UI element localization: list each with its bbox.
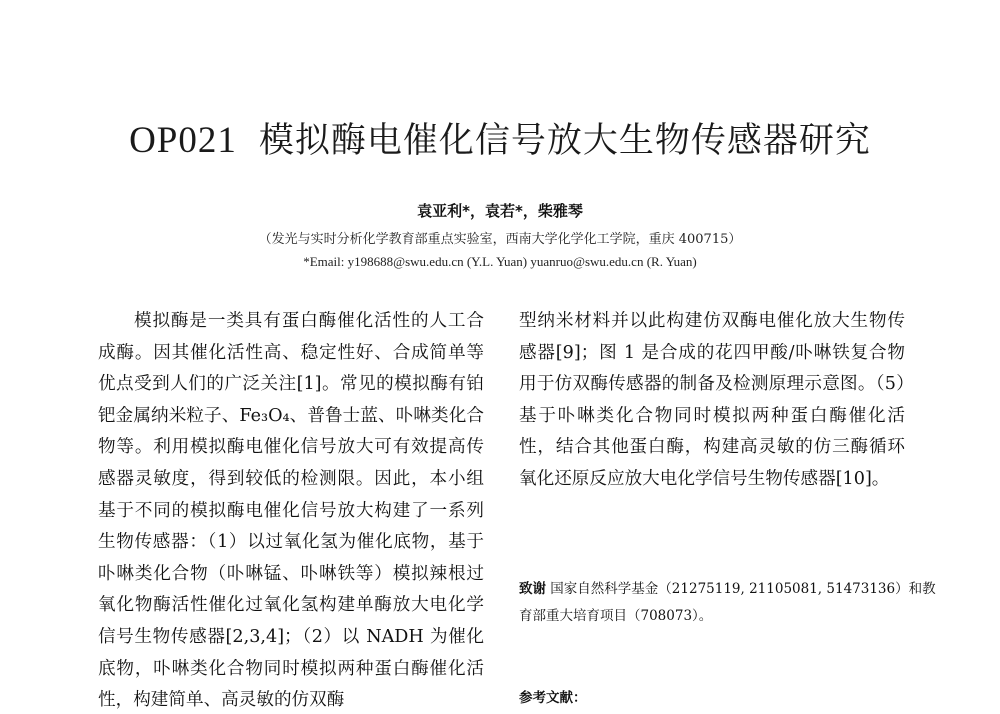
- right-column: [519, 306, 905, 496]
- right-column-text: 型纳米材料并以此构建仿双酶电催化放大生物传感器[9]；图 1 是合成的花四甲酸/卟啉铁复合物用于仿双酶传感器的制备及检测原理示意图。（5）基于卟啉类化合物同时模拟两种蛋白酶催化活性，结合其他蛋白酶，构建高灵敏的仿三酶循环氧化还原反应放大电化学信号生物传感器[10]。: [519, 311, 905, 489]
- left-column-text: 模拟酶是一类具有蛋白酶催化活性的人工合成酶。因其催化活性高、稳定性好、合成简单等优点受到人们的广泛关注[1]。常见的模拟酶有铂钯金属纳米粒子、Fe₃O₄、普鲁士蓝、卟啉类化合物等。利用模拟酶电催化信号放大可有效提高传感器灵敏度，得到较低的检测限。因此，本小组基于不同的模拟酶电催化信号放大构建了一系列生物传感器：（1）以过氧化氢为催化底物，基于卟啉类化合物（卟啉锰、卟啉铁等）模拟辣根过氧化物酶活性催化过氧化氢构建单酶放大电化学信号生物传感器[2,3,4]；（2）以 NADH 为催化底物，卟啉类化合物同时模拟两种蛋白酶催化活性，构建简单、高灵敏的仿双酶: [98, 311, 484, 711]
- paper-title-text: 模拟酶电催化信号放大生物传感器研究: [258, 121, 871, 161]
- left-column: [98, 306, 484, 714]
- paper-title: [0, 118, 1000, 164]
- paper-code: OP021: [129, 120, 237, 161]
- references-heading: 参考文献：: [519, 690, 587, 706]
- acknowledgement-text: 国家自然科学基金（21275119, 21105081, 51473136）和教育部重大培育项目（708073）。: [519, 581, 936, 624]
- authors: 袁亚利*，袁若*，柴雅琴: [417, 202, 583, 220]
- affiliation: （发光与实时分析化学教育部重点实验室，西南大学化学化工学院，重庆 400715）: [258, 232, 742, 247]
- email-line: *Email: y198688@swu.edu.cn (Y.L. Yuan) yuanruo@swu.edu.cn (R. Yuan): [303, 254, 697, 269]
- acknowledgement-label: 致谢: [519, 581, 546, 597]
- acknowledgement: [519, 576, 939, 630]
